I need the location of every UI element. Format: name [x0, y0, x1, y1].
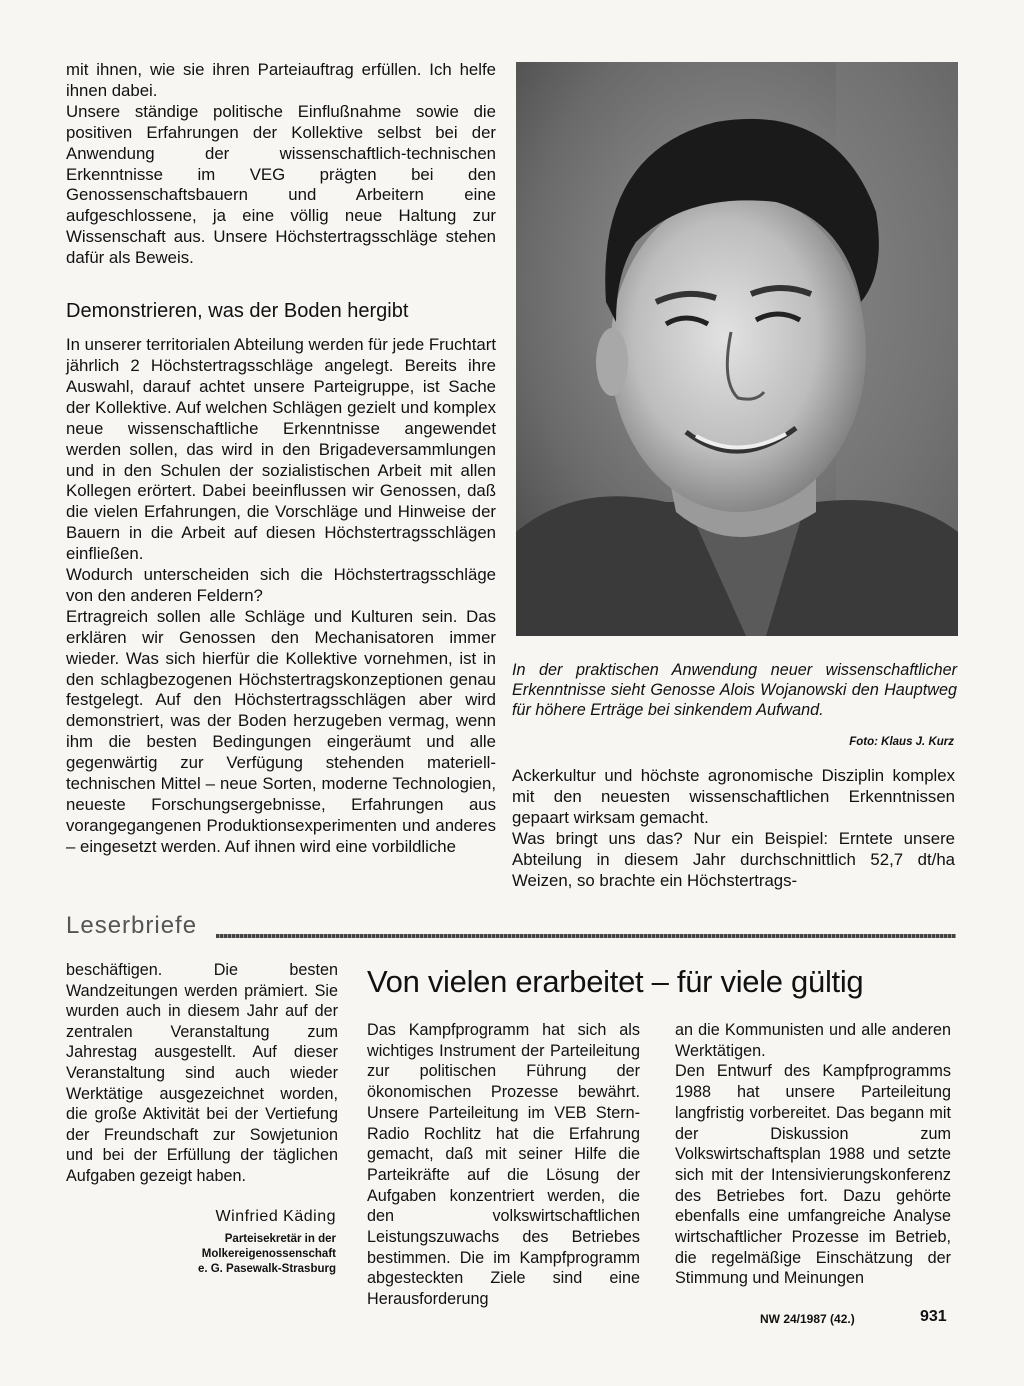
- section-title: Leserbriefe: [66, 912, 198, 939]
- letter-two-column-right: [675, 1020, 951, 1289]
- letter-headline: Von vielen erarbeitet – für viele gültig: [367, 964, 864, 999]
- article-paragraph: mit ihnen, wie sie ihren Parteiauftrag erfüllen. Ich helfe ihnen dabei.: [66, 60, 496, 100]
- article-paragraph: Unsere ständige politische Einflußnahme sowie die positiven Erfahrungen der Kollektive selbst bei der Anwendung der wissenschaftlich-technischen Erkenntnisse im VEG prägten bei den Genossenschaftsbauern und Arbeitern eine aufgeschlossene, ja eine völlig neue Haltung zur Wissenschaft aus. Unsere Höchstertragsschläge stehen dafür als Beweis.: [66, 101, 496, 268]
- letter-paragraph: Den Entwurf des Kampfprogramms 1988 hat unsere Parteileitung langfristig vorbereitet. Das begann mit der Diskussion zum Volkswirtschaftsplan 1988 und setzte sich mit der Intensivierungskonferenz des Betriebes fort. Dazu gehörte ebenfalls eine umfangreiche Analyse wirtschaftlicher Prozesse im Betrieb, die regelmäßige Einschätzung der Stimmung und Meinungen: [675, 1062, 951, 1288]
- section-rule: [216, 934, 956, 938]
- photo-credit: Foto: Klaus J. Kurz: [849, 736, 954, 748]
- portrait-illustration: [516, 62, 958, 636]
- portrait-photo: [516, 62, 958, 636]
- article-paragraph: Ackerkultur und höchste agronomische Disziplin komplex mit den neuesten wissenschaftlichen Erkenntnissen gepaart wirksam gemacht.: [512, 766, 955, 827]
- letter-two-column-left: [367, 1020, 640, 1310]
- issue-label: NW 24/1987 (42.): [760, 1312, 855, 1326]
- letter-paragraph: an die Kommunisten und alle anderen Werktätigen.: [675, 1021, 951, 1060]
- letter-one-text: [66, 960, 338, 1187]
- article-paragraph: Was bringt uns das? Nur ein Beispiel: Erntete unsere Abteilung in diesem Jahr durchschnittlich 52,7 dt/ha Weizen, so brachte ein Höchstertrags-: [512, 828, 955, 890]
- letter-author: Winfried Käding: [215, 1208, 336, 1225]
- article-subheading: Demonstrieren, was der Boden hergibt: [66, 300, 409, 323]
- letter-paragraph: Das Kampfprogramm hat sich als wichtiges Instrument der Parteileitung zur politischen Führung der ökonomischen Prozesse bewährt. Unsere Parteileitung im VEB Stern-Radio Rochlitz hat die Erfahrung gemacht, daß mit seiner Hilfe die Parteikräfte auf die Lösung der Aufgaben konzentriert werden, die den volkswirtschaftlichen Leistungszuwachs des Betriebes bestimmen. Die im Kampfprogramm abgesteckten Ziele sind eine Herausforderung: [367, 1021, 640, 1309]
- role-line: Parteisekretär in der: [224, 1233, 336, 1245]
- page-number: 931: [920, 1308, 947, 1325]
- article-paragraph: Wodurch unterscheiden sich die Höchstertragsschläge von den anderen Feldern?: [66, 565, 496, 605]
- letter-author-role: [160, 1232, 336, 1277]
- article-paragraph: Ertragreich sollen alle Schläge und Kulturen sein. Das erklären wir Genossen den Mechanisatoren immer wieder. Was sich hierfür die Kollektive vornehmen, ist in den schlagbezogenen Höchstertragskonzeptionen genau festgelegt. Auf den Höchstertragsschlägen aber wird demonstriert, was der Boden herzugeben vermag, wenn ihm die besten Bedingungen eingeräumt und alle gegenwärtig zur Verfügung stehenden materiell-technischen Mittel – neue Sorten, moderne Technologien, neueste Forschungsergebnisse, Erfahrungen aus vorangegangenen Produktionsexperimenten und anderes – eingesetzt werden. Auf ihnen wird eine vorbildliche: [66, 606, 496, 856]
- role-line: Molkereigenossenschaft: [201, 1248, 336, 1260]
- photo-caption: In der praktischen Anwendung neuer wissenschaftlicher Erkenntnisse sieht Genosse Alois Wojanowski den Hauptweg für höhere Erträge bei sinkendem Aufwand.: [512, 661, 957, 719]
- article-column-right: [512, 766, 955, 891]
- role-line: e. G. Pasewalk-Strasburg: [197, 1263, 336, 1275]
- article-column-left: [66, 60, 496, 858]
- letter-paragraph: beschäftigen. Die besten Wandzeitungen werden prämiert. Sie wurden auch in diesem Jahr auf der zentralen Veranstaltung zum Jahrestag ausgestellt. Auf dieser Veranstaltung sind auch wieder Werktätige ausgezeichnet worden, die große Aktivität bei der Vertiefung der Freundschaft zur Sowjetunion und bei der Erfüllung der täglichen Aufgaben gezeigt haben.: [66, 961, 338, 1185]
- article-paragraph: In unserer territorialen Abteilung werden für jede Fruchtart jährlich 2 Höchstertragsschläge angelegt. Bereits ihre Auswahl, darauf achtet unsere Parteigruppe, ist Sache der Kollektive. Auf welchen Schlägen gezielt und komplex neue wissenschaftliche Erkenntnisse angewendet werden sollen, das wird in den Brigadeversammlungen und in den Schulen der sozialistischen Arbeit mit allen Kollegen erörtert. Dabei beeinflussen wir Genossen, daß die vielen Erfahrungen, die Vorschläge und Hinweise der Bauern in die Arbeit auf diesen Höchstertragsschlägen einfließen.: [66, 335, 497, 564]
